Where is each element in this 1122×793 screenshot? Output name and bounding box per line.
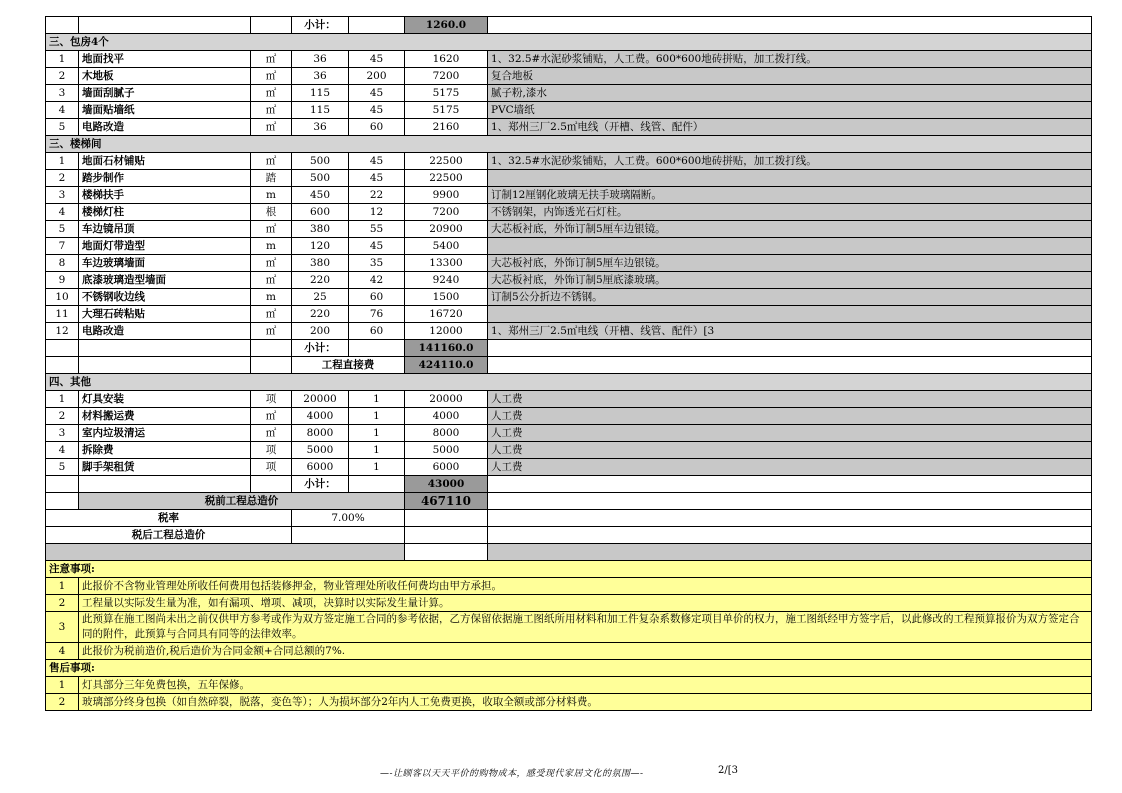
section-title: 三、包房4个 — [46, 34, 1092, 51]
item-name: 地面石材铺贴 — [79, 153, 251, 170]
aftersale-number: 2 — [46, 694, 79, 711]
table-cell — [79, 17, 251, 34]
item-unit-price: 45 — [349, 153, 405, 170]
item-amount: 13300 — [405, 255, 488, 272]
table-cell — [46, 476, 79, 493]
item-number: 1 — [46, 51, 79, 68]
item-row — [46, 255, 1092, 272]
table-cell — [46, 493, 79, 510]
item-row — [46, 289, 1092, 306]
subtotal-row — [46, 476, 1092, 493]
aftersale-number: 1 — [46, 677, 79, 694]
item-amount: 5175 — [405, 85, 488, 102]
table-cell — [349, 17, 405, 34]
item-amount: 5175 — [405, 102, 488, 119]
subtotal-label: 小计： — [292, 17, 349, 34]
note-text: 此报价不含物业管理处所收任何费用包括装修押金，物业管理处所收任何费均由甲方承担。 — [79, 578, 1092, 595]
note-number: 1 — [46, 578, 79, 595]
item-description: 1、郑州三厂2.5㎡电线（开槽、线管、配件）[3 — [488, 323, 1092, 340]
item-amount: 7200 — [405, 204, 488, 221]
item-quantity: 600 — [292, 204, 349, 221]
item-unit: ㎡ — [251, 408, 292, 425]
item-number: 11 — [46, 306, 79, 323]
item-name: 木地板 — [79, 68, 251, 85]
item-unit-price: 45 — [349, 85, 405, 102]
note-number: 3 — [46, 612, 79, 643]
subtotal-amount: 1260.0 — [405, 17, 488, 34]
item-amount: 8000 — [405, 425, 488, 442]
item-quantity: 4000 — [292, 408, 349, 425]
item-quantity: 500 — [292, 170, 349, 187]
pretax-total-amount: 467110 — [405, 493, 488, 510]
item-unit: ㎡ — [251, 68, 292, 85]
aftertax-total-row — [46, 527, 1092, 544]
item-unit: ㎡ — [251, 272, 292, 289]
item-description — [488, 306, 1092, 323]
item-unit: 根 — [251, 204, 292, 221]
table-cell — [405, 527, 488, 544]
section-header — [46, 374, 1092, 391]
item-name: 拆除费 — [79, 442, 251, 459]
footer-slogan: —-让顾客以天天平价的购物成本，感受现代家居文化的氛围—- — [380, 769, 644, 779]
item-description: 订制12厘钢化玻璃无扶手玻璃隔断。 — [488, 187, 1092, 204]
item-name: 脚手架租赁 — [79, 459, 251, 476]
table-cell — [349, 476, 405, 493]
item-row — [46, 221, 1092, 238]
note-row — [46, 578, 1092, 595]
item-quantity: 36 — [292, 68, 349, 85]
item-description: 1、32.5#水泥砂浆铺贴，人工费。600*600地砖拼贴，加工拨打线。 — [488, 153, 1092, 170]
item-description: 大芯板衬底，外饰订制5厘车边银镜。 — [488, 221, 1092, 238]
section-title: 三、楼梯间 — [46, 136, 1092, 153]
item-number: 5 — [46, 221, 79, 238]
quotation-table — [45, 16, 1092, 711]
tax-rate-value: 7.00% — [292, 510, 405, 527]
item-row — [46, 153, 1092, 170]
quotation-sheet — [45, 16, 1091, 711]
item-unit: ㎡ — [251, 119, 292, 136]
item-description: 订制5公分折边不锈钢。 — [488, 289, 1092, 306]
item-name: 车边镜吊顶 — [79, 221, 251, 238]
table-cell — [46, 17, 79, 34]
item-row — [46, 459, 1092, 476]
item-row — [46, 51, 1092, 68]
table-cell — [251, 17, 292, 34]
item-quantity: 380 — [292, 221, 349, 238]
table-cell — [349, 340, 405, 357]
page-number: 2/[3 — [718, 765, 738, 776]
item-amount: 1620 — [405, 51, 488, 68]
item-row — [46, 238, 1092, 255]
table-cell — [488, 17, 1092, 34]
table-cell — [405, 544, 488, 561]
subtotal-label: 小计： — [292, 340, 349, 357]
direct-cost-row — [46, 357, 1092, 374]
item-amount: 4000 — [405, 408, 488, 425]
item-number: 4 — [46, 102, 79, 119]
item-description: 人工费 — [488, 459, 1092, 476]
item-number: 1 — [46, 153, 79, 170]
item-unit: 项 — [251, 391, 292, 408]
item-name: 不锈钢收边线 — [79, 289, 251, 306]
pretax-total-row — [46, 493, 1092, 510]
table-cell — [79, 357, 251, 374]
item-row — [46, 85, 1092, 102]
item-unit: m — [251, 238, 292, 255]
item-description — [488, 238, 1092, 255]
item-unit: ㎡ — [251, 102, 292, 119]
item-quantity: 120 — [292, 238, 349, 255]
item-description — [488, 170, 1092, 187]
item-unit: ㎡ — [251, 153, 292, 170]
item-description: 人工费 — [488, 391, 1092, 408]
table-cell — [405, 510, 488, 527]
item-name: 室内垃圾清运 — [79, 425, 251, 442]
table-cell — [79, 476, 251, 493]
item-quantity: 500 — [292, 153, 349, 170]
item-row — [46, 119, 1092, 136]
item-unit-price: 55 — [349, 221, 405, 238]
subtotal-amount: 141160.0 — [405, 340, 488, 357]
item-row — [46, 323, 1092, 340]
item-unit: ㎡ — [251, 323, 292, 340]
item-number: 12 — [46, 323, 79, 340]
item-number: 4 — [46, 204, 79, 221]
table-cell — [488, 510, 1092, 527]
item-row — [46, 102, 1092, 119]
item-unit-price: 1 — [349, 459, 405, 476]
item-unit-price: 1 — [349, 442, 405, 459]
item-number: 3 — [46, 425, 79, 442]
item-row — [46, 272, 1092, 289]
item-unit-price: 60 — [349, 289, 405, 306]
table-cell — [251, 340, 292, 357]
table-cell — [488, 357, 1092, 374]
section-header — [46, 34, 1092, 51]
item-amount: 7200 — [405, 68, 488, 85]
item-amount: 1500 — [405, 289, 488, 306]
item-unit-price: 35 — [349, 255, 405, 272]
item-quantity: 36 — [292, 119, 349, 136]
item-number: 2 — [46, 170, 79, 187]
item-number: 3 — [46, 85, 79, 102]
aftersale-title: 售后事项: — [46, 660, 1092, 677]
item-quantity: 115 — [292, 85, 349, 102]
table-cell — [79, 340, 251, 357]
item-quantity: 115 — [292, 102, 349, 119]
item-description: 1、32.5#水泥砂浆铺贴，人工费。600*600地砖拼贴，加工拨打线。 — [488, 51, 1092, 68]
item-unit-price: 60 — [349, 119, 405, 136]
item-number: 9 — [46, 272, 79, 289]
item-amount: 20000 — [405, 391, 488, 408]
item-unit-price: 12 — [349, 204, 405, 221]
item-row — [46, 391, 1092, 408]
item-number: 1 — [46, 391, 79, 408]
subtotal-amount: 43000 — [405, 476, 488, 493]
subtotal-row — [46, 340, 1092, 357]
note-text: 此预算在施工图尚未出之前仅供甲方参考或作为双方签定施工合同的参考依据，乙方保留依据施工图纸所用材料和加工件复杂系数修定项目单价的权力，施工图纸经甲方签字后，以此修改的工程预算报价为双方签定合同的附件，此预算与合同具有同等的法律效率。 — [79, 612, 1092, 643]
item-description: 大芯板衬底，外饰订制5厘车边银镜。 — [488, 255, 1092, 272]
item-unit-price: 200 — [349, 68, 405, 85]
table-cell — [251, 476, 292, 493]
item-unit: ㎡ — [251, 255, 292, 272]
item-unit: ㎡ — [251, 51, 292, 68]
item-name: 楼梯扶手 — [79, 187, 251, 204]
item-unit-price: 45 — [349, 170, 405, 187]
item-quantity: 5000 — [292, 442, 349, 459]
notes-header — [46, 561, 1092, 578]
item-amount: 9900 — [405, 187, 488, 204]
subtotal-label: 小计： — [292, 476, 349, 493]
table-cell — [488, 527, 1092, 544]
note-row — [46, 643, 1092, 660]
item-number: 5 — [46, 119, 79, 136]
table-cell — [488, 340, 1092, 357]
item-name: 材料搬运费 — [79, 408, 251, 425]
item-unit: 踏 — [251, 170, 292, 187]
item-quantity: 8000 — [292, 425, 349, 442]
item-name: 墙面贴墙纸 — [79, 102, 251, 119]
item-quantity: 220 — [292, 306, 349, 323]
item-row — [46, 425, 1092, 442]
item-description: 1、郑州三厂2.5㎡电线（开槽、线管、配件） — [488, 119, 1092, 136]
pretax-total-label: 税前工程总造价 — [79, 493, 405, 510]
item-unit: ㎡ — [251, 221, 292, 238]
item-number: 8 — [46, 255, 79, 272]
item-name: 车边玻璃墙面 — [79, 255, 251, 272]
item-row — [46, 170, 1092, 187]
item-description: 复合地板 — [488, 68, 1092, 85]
item-description: 人工费 — [488, 442, 1092, 459]
item-unit-price: 1 — [349, 391, 405, 408]
item-quantity: 200 — [292, 323, 349, 340]
item-name: 底漆玻璃造型墙面 — [79, 272, 251, 289]
item-unit: 项 — [251, 459, 292, 476]
item-amount: 12000 — [405, 323, 488, 340]
item-description: 人工费 — [488, 425, 1092, 442]
item-unit: m — [251, 289, 292, 306]
item-name: 踏步制作 — [79, 170, 251, 187]
item-amount: 6000 — [405, 459, 488, 476]
item-description: 不锈钢架，内饰透光石灯柱。 — [488, 204, 1092, 221]
item-description: PVC墙纸 — [488, 102, 1092, 119]
item-amount: 22500 — [405, 170, 488, 187]
item-row — [46, 442, 1092, 459]
item-quantity: 20000 — [292, 391, 349, 408]
item-name: 大理石砖粘贴 — [79, 306, 251, 323]
item-number: 2 — [46, 68, 79, 85]
table-cell — [46, 357, 79, 374]
item-unit: ㎡ — [251, 85, 292, 102]
item-unit-price: 1 — [349, 425, 405, 442]
item-name: 楼梯灯柱 — [79, 204, 251, 221]
item-quantity: 6000 — [292, 459, 349, 476]
table-cell — [292, 527, 405, 544]
aftersale-header — [46, 660, 1092, 677]
table-cell — [46, 544, 405, 561]
note-row — [46, 612, 1092, 643]
table-cell — [251, 357, 292, 374]
aftersale-text: 玻璃部分终身包换（如自然碎裂，脱落，变色等）；人为损坏部分2年内人工免费更换，收取全额或部分材料费。 — [79, 694, 1092, 711]
item-unit: 项 — [251, 442, 292, 459]
item-description: 腻子粉,漆水 — [488, 85, 1092, 102]
note-row — [46, 595, 1092, 612]
table-cell — [488, 544, 1092, 561]
item-unit: ㎡ — [251, 306, 292, 323]
item-quantity: 36 — [292, 51, 349, 68]
item-name: 地面找平 — [79, 51, 251, 68]
item-number: 2 — [46, 408, 79, 425]
item-unit: ㎡ — [251, 425, 292, 442]
item-amount: 20900 — [405, 221, 488, 238]
item-quantity: 380 — [292, 255, 349, 272]
item-amount: 22500 — [405, 153, 488, 170]
item-amount: 16720 — [405, 306, 488, 323]
item-unit-price: 76 — [349, 306, 405, 323]
note-text: 工程量以实际发生量为准，如有漏项、增项、减项，决算时以实际发生量计算。 — [79, 595, 1092, 612]
item-description: 大芯板衬底，外饰订制5厘底漆玻璃。 — [488, 272, 1092, 289]
table-cell — [488, 476, 1092, 493]
item-quantity: 450 — [292, 187, 349, 204]
aftersale-text: 灯具部分三年免费包换，五年保修。 — [79, 677, 1092, 694]
tax-rate-label: 税率 — [46, 510, 292, 527]
aftersale-row — [46, 694, 1092, 711]
item-amount: 5400 — [405, 238, 488, 255]
item-quantity: 220 — [292, 272, 349, 289]
item-row — [46, 68, 1092, 85]
item-name: 地面灯带造型 — [79, 238, 251, 255]
item-name: 墙面刮腻子 — [79, 85, 251, 102]
item-unit-price: 45 — [349, 102, 405, 119]
item-number: 3 — [46, 187, 79, 204]
item-description: 人工费 — [488, 408, 1092, 425]
item-name: 电路改造 — [79, 119, 251, 136]
item-number: 4 — [46, 442, 79, 459]
item-unit-price: 1 — [349, 408, 405, 425]
note-number: 4 — [46, 643, 79, 660]
item-unit-price: 60 — [349, 323, 405, 340]
section-header — [46, 136, 1092, 153]
section-title: 四、其他 — [46, 374, 1092, 391]
spacer-row — [46, 544, 1092, 561]
item-amount: 5000 — [405, 442, 488, 459]
notes-title: 注意事项: — [46, 561, 1092, 578]
direct-cost-label: 工程直接费 — [292, 357, 405, 374]
item-unit-price: 42 — [349, 272, 405, 289]
item-unit-price: 22 — [349, 187, 405, 204]
direct-cost-amount: 424110.0 — [405, 357, 488, 374]
item-amount: 9240 — [405, 272, 488, 289]
tax-rate-row — [46, 510, 1092, 527]
item-row — [46, 204, 1092, 221]
item-number: 7 — [46, 238, 79, 255]
table-cell — [488, 493, 1092, 510]
item-unit-price: 45 — [349, 51, 405, 68]
item-unit: m — [251, 187, 292, 204]
item-name: 灯具安装 — [79, 391, 251, 408]
item-quantity: 25 — [292, 289, 349, 306]
table-cell — [46, 340, 79, 357]
item-number: 5 — [46, 459, 79, 476]
item-row — [46, 408, 1092, 425]
note-number: 2 — [46, 595, 79, 612]
aftertax-total-label: 税后工程总造价 — [46, 527, 292, 544]
aftersale-row — [46, 677, 1092, 694]
item-row — [46, 306, 1092, 323]
item-row — [46, 187, 1092, 204]
note-text: 此报价为税前造价,税后造价为合同金额+合同总额的7%. — [79, 643, 1092, 660]
subtotal-row — [46, 17, 1092, 34]
item-number: 10 — [46, 289, 79, 306]
item-name: 电路改造 — [79, 323, 251, 340]
item-amount: 2160 — [405, 119, 488, 136]
item-unit-price: 45 — [349, 238, 405, 255]
